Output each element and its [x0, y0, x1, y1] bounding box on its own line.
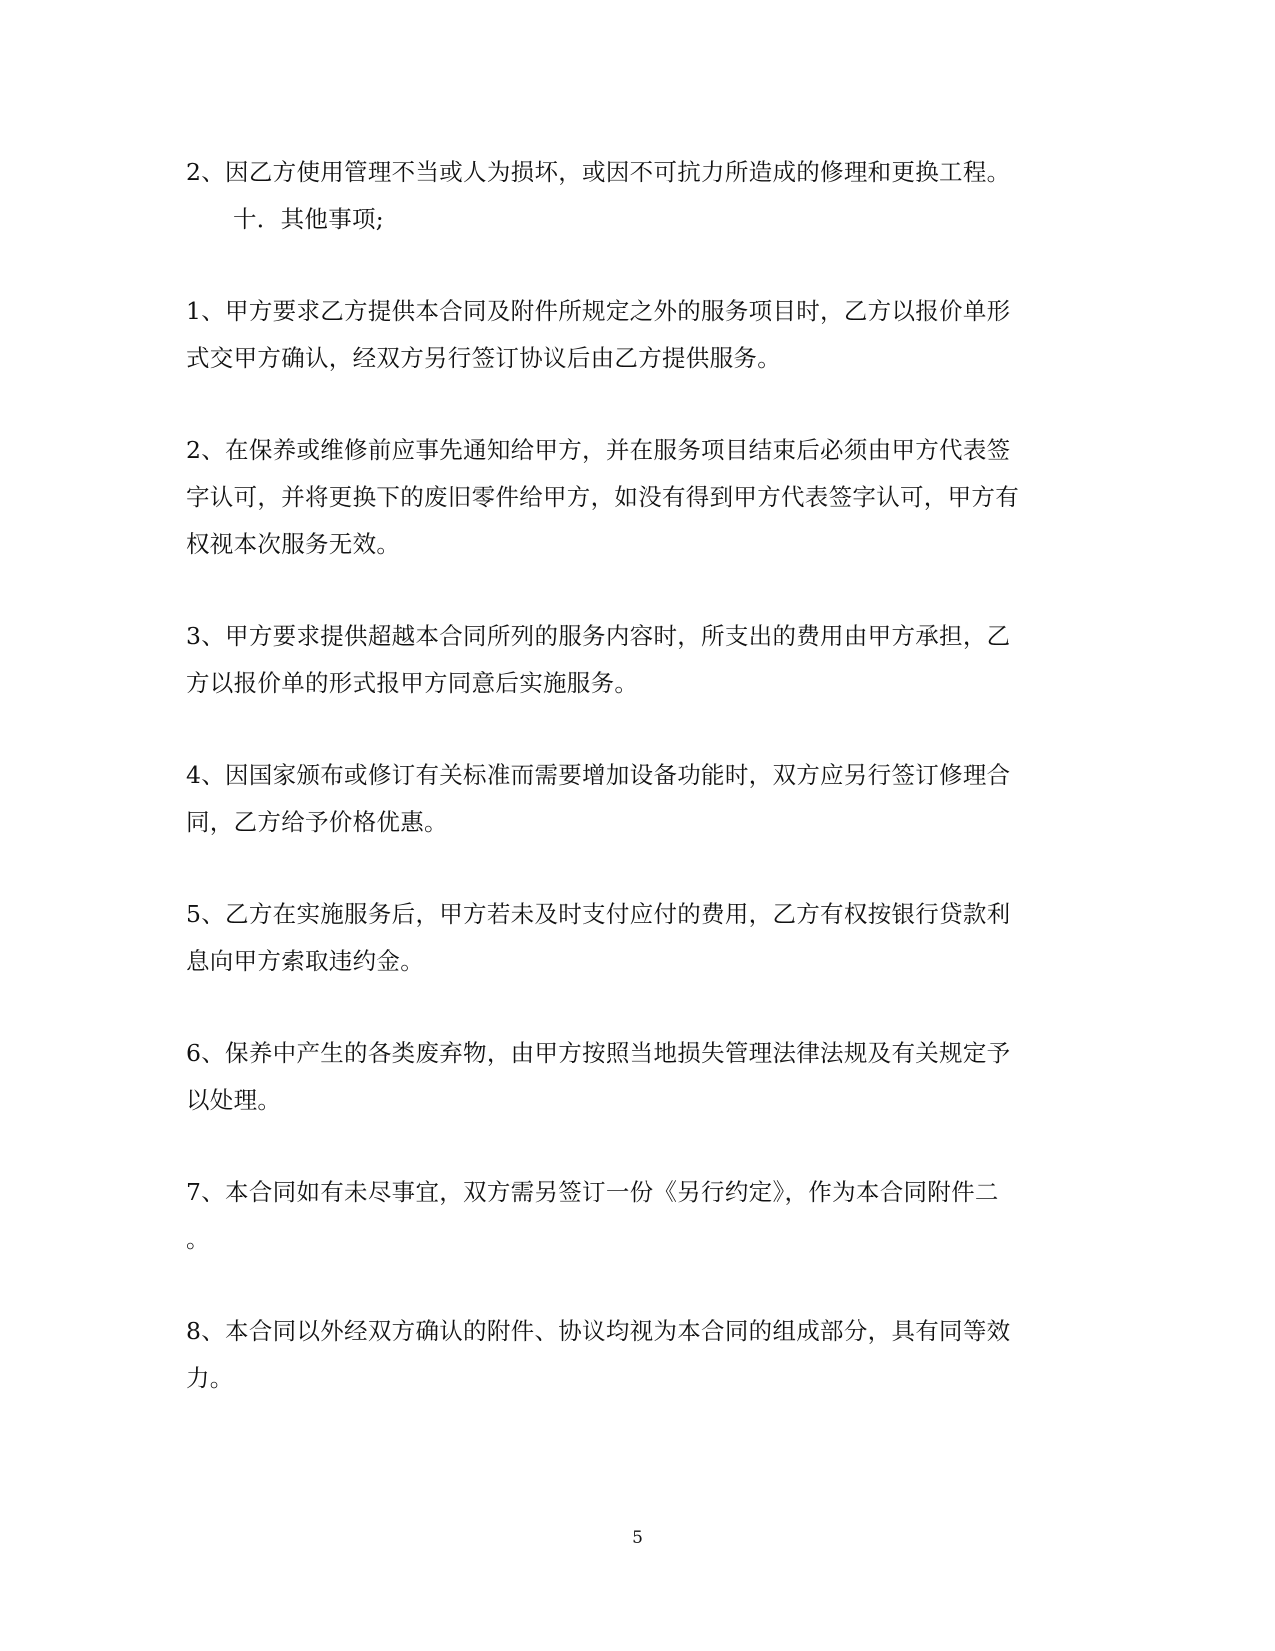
page-number: 5: [632, 1528, 643, 1548]
clause-10-item-6-line-1: 6、保养中产生的各类废弃物，由甲方按照当地损失管理法律法规及有关规定予: [186, 1039, 1011, 1067]
clause-10-item-5-line-2: 息向甲方索取违约金。: [186, 947, 424, 975]
section-heading-other-matters: 十．其他事项;: [233, 205, 385, 233]
clause-10-item-4-line-1: 4、因国家颁布或修订有关标准而需要增加设备功能时，双方应另行签订修理合: [186, 761, 1011, 789]
clause-10-item-8-line-1: 8、本合同以外经双方确认的附件、协议均视为本合同的组成部分，具有同等效: [186, 1317, 1011, 1345]
clause-10-item-1-line-1: 1、甲方要求乙方提供本合同及附件所规定之外的服务项目时，乙方以报价单形: [186, 297, 1011, 325]
clause-10-item-3-line-1: 3、甲方要求提供超越本合同所列的服务内容时，所支出的费用由甲方承担，乙: [186, 622, 1011, 650]
clause-10-item-2-line-3: 权视本次服务无效。: [186, 530, 401, 558]
clause-9-item-2-line: 2、因乙方使用管理不当或人为损坏，或因不可抗力所造成的修理和更换工程。: [186, 158, 1011, 186]
clause-10-item-3-line-2: 方以报价单的形式报甲方同意后实施服务。: [186, 669, 639, 697]
clause-10-item-1-line-2: 式交甲方确认，经双方另行签订协议后由乙方提供服务。: [186, 344, 781, 372]
clause-10-item-7-line-1: 7、本合同如有未尽事宜，双方需另签订一份《另行约定》，作为本合同附件二: [186, 1178, 999, 1206]
clause-10-item-5-line-1: 5、乙方在实施服务后，甲方若未及时支付应付的费用，乙方有权按银行贷款利: [186, 900, 1011, 928]
clause-10-item-4-line-2: 同，乙方给予价格优惠。: [186, 808, 448, 836]
clause-10-item-8-line-2: 力。: [186, 1364, 234, 1392]
clause-10-item-6-line-2: 以处理。: [186, 1086, 282, 1114]
clause-10-item-2-line-2: 字认可，并将更换下的废旧零件给甲方，如没有得到甲方代表签字认可，甲方有: [186, 483, 1019, 511]
clause-10-item-2-line-1: 2、在保养或维修前应事先通知给甲方，并在服务项目结束后必须由甲方代表签: [186, 436, 1011, 464]
clause-10-item-7-line-2: 。: [186, 1225, 210, 1253]
